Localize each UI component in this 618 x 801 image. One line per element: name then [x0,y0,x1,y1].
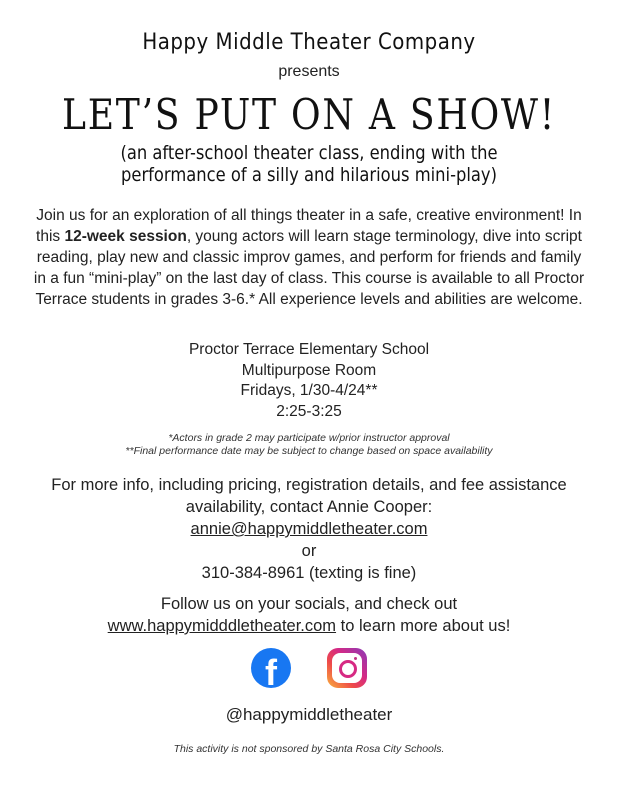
page-subtitle: (an after-school theater class, ending with the performance of a silly and hilarious mini-play) [120,142,498,186]
phone-number: 310-384-8961 (texting is fine) [201,564,417,582]
email-link[interactable]: annie@happymiddletheater.com [190,520,428,538]
follow-text: Follow us on your socials, and check out [160,595,458,613]
social-icons [0,648,618,688]
intro-paragraph [30,205,588,310]
follow-text-end: to learn more about us! [336,617,511,635]
footnotes [0,432,618,458]
social-handle: @happymiddletheater [225,705,393,724]
facebook-icon[interactable]: f [251,648,291,688]
school-name: Proctor Terrace Elementary School [188,341,430,358]
follow-block [20,593,598,637]
intro-bold-session: 12-week session [64,228,187,245]
or-label: or [301,542,317,560]
company-name: Happy Middle Theater Company [142,30,476,55]
location-block [0,340,618,422]
contact-block [20,474,598,584]
footnote-grade: *Actors in grade 2 may participate w/prior instructor approval [168,432,450,444]
presents-label: presents [278,63,340,80]
class-dates: Fridays, 1/30-4/24** [240,382,378,399]
disclaimer: This activity is not sponsored by Santa Rosa City Schools. [173,743,445,755]
intro-text-start: Join us for an exploration of all things theater in a safe, creative environment! In this [36,207,582,245]
class-time: 2:25-3:25 [276,402,342,420]
page-title: LET’S PUT ON A SHOW! [61,90,556,139]
instagram-icon[interactable] [327,648,367,688]
contact-text: For more info, including pricing, registration details, and fee assistance availability, contact Annie Cooper: [51,476,567,516]
intro-text-end: , young actors will learn stage terminology, dive into script reading, play new and classic improv games, and perform for friends and family in a fun “mini-play” on the last day of class. This course is available to all Proctor Terrace students in grades 3-6.* All experience levels and abilities are welcome. [33,228,585,308]
room-name: Multipurpose Room [241,361,377,379]
footnote-performance: **Final performance date may be subject to change based on space availability [125,445,493,457]
website-link[interactable]: www.happymidddletheater.com [107,617,337,635]
